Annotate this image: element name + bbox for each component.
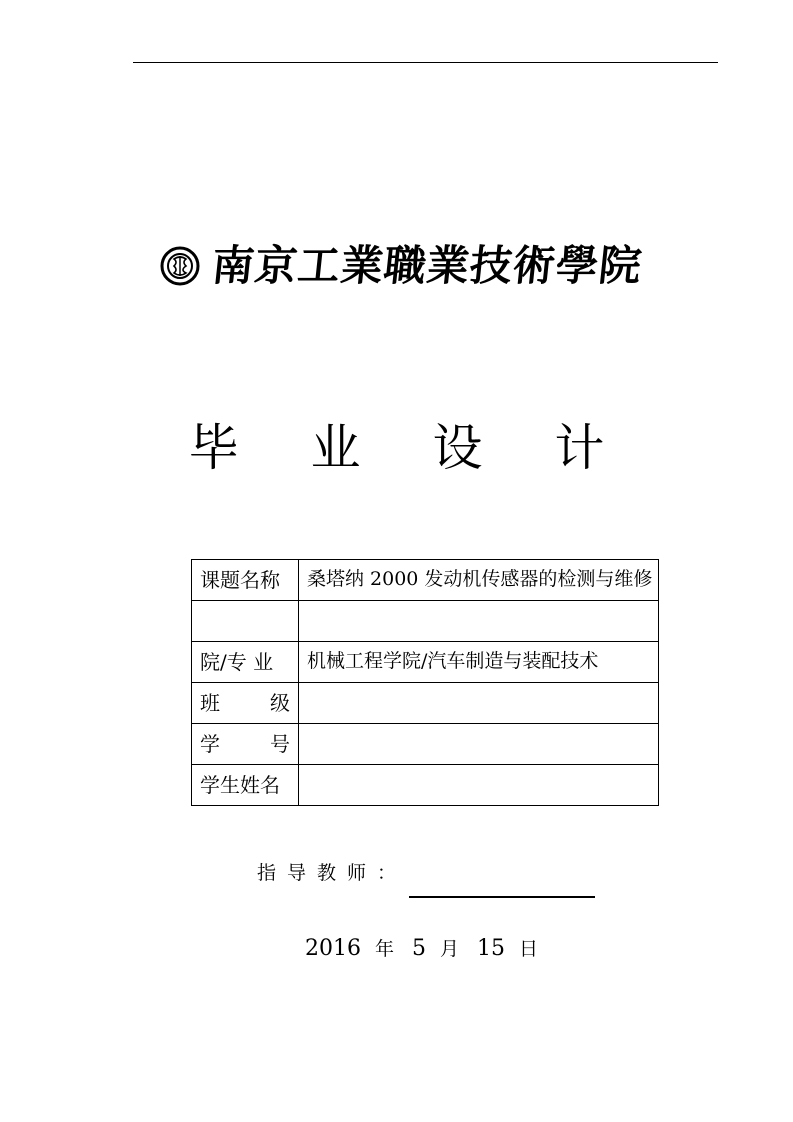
student-name-value (299, 765, 659, 806)
table-row (192, 683, 659, 724)
advisor-signature-line (409, 896, 595, 898)
topic-label: 课题名称 (192, 560, 299, 601)
student-id-label: 学 号 (192, 724, 299, 765)
student-id-value (299, 724, 659, 765)
department-label: 院/专 业 (192, 642, 299, 683)
date-day: 15 (477, 936, 506, 961)
university-emblem-icon (160, 246, 200, 286)
table-row (192, 560, 659, 601)
document-title: 毕 业 设 计 (188, 419, 633, 477)
date-month-unit: 月 (440, 938, 460, 960)
date (305, 934, 556, 961)
topic-value: 桑塔纳 2000 发动机传感器的检测与维修 (299, 560, 659, 601)
table-row (192, 601, 659, 642)
date-year: 2016 (305, 936, 361, 961)
date-year-unit: 年 (375, 938, 395, 960)
class-value (299, 683, 659, 724)
department-value: 机械工程学院/汽车制造与装配技术 (299, 642, 659, 683)
table-row (192, 724, 659, 765)
institution-name: 南京工業職業技術學院 (209, 241, 645, 290)
institution-logo (160, 236, 645, 296)
table-row (192, 765, 659, 806)
blank-value (299, 601, 659, 642)
header-rule (133, 62, 718, 63)
student-name-label: 学生姓名 (192, 765, 299, 806)
info-table (191, 559, 659, 806)
class-label: 班 级 (192, 683, 299, 724)
table-row (192, 642, 659, 683)
advisor-label: 指导教师： (257, 862, 408, 884)
date-day-unit: 日 (519, 938, 539, 960)
blank-label (192, 601, 299, 642)
date-month: 5 (412, 936, 427, 961)
